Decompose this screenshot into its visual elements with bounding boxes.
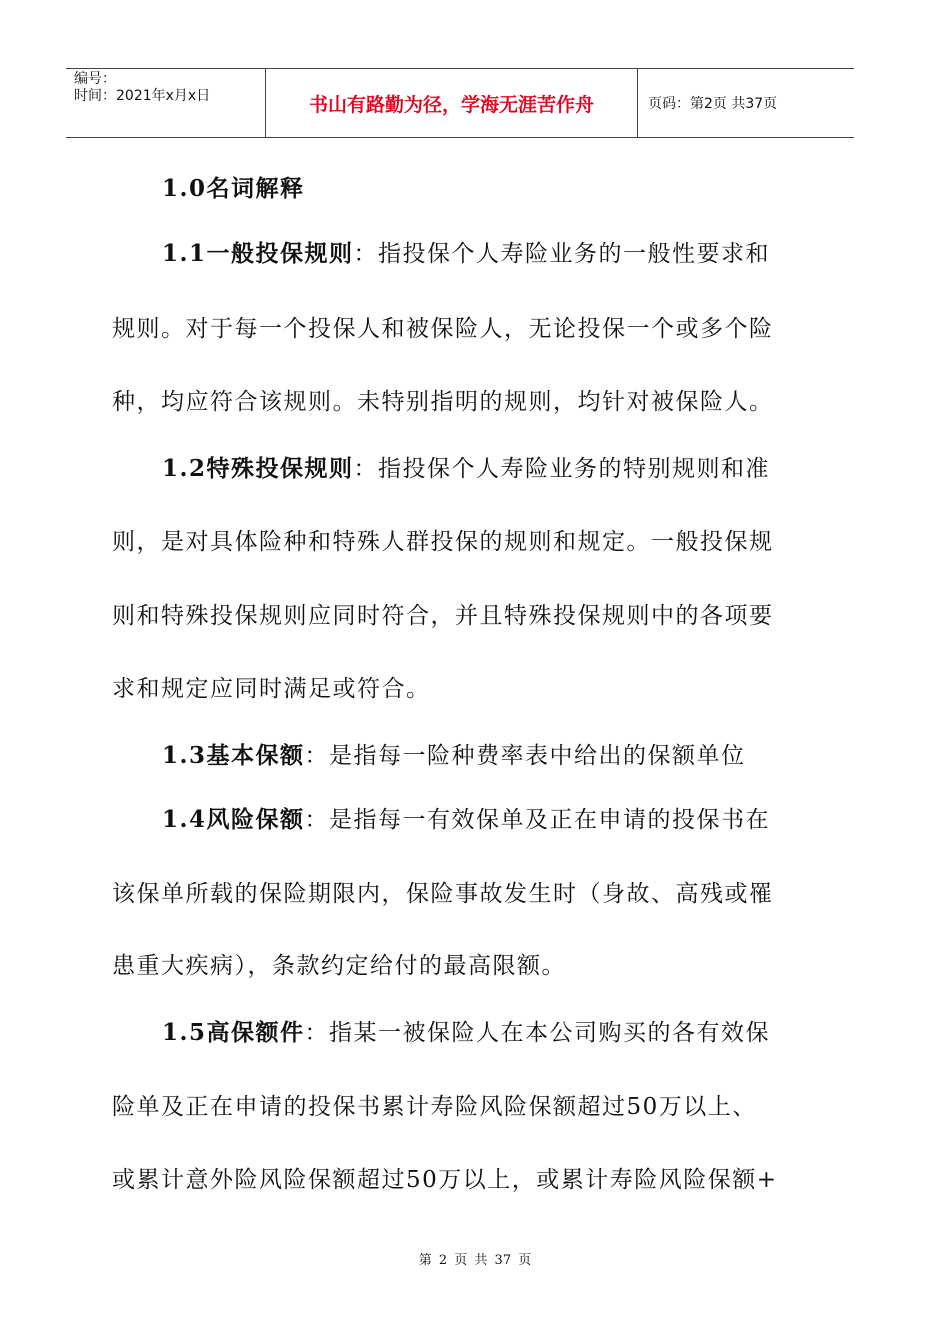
term: 1.4风险保额 <box>162 806 305 833</box>
number-label: 编号： <box>74 71 116 87</box>
time-label: 时间：2021年x月x日 <box>74 88 211 104</box>
paragraph-line <box>162 737 746 770</box>
paragraph-line <box>162 801 770 834</box>
page-footer: 第 2 页 共 37 页 <box>418 1253 532 1268</box>
paragraph-line: 患重大疾病），条款约定给付的最高限额。 <box>112 953 566 979</box>
header-page-info: 页码：第2页 共37页 <box>648 96 778 112</box>
definition-text: ：指某一被保险人在本公司购买的各有效保 <box>304 1020 771 1046</box>
paragraph-line <box>162 235 770 268</box>
term: 1.3基本保额 <box>162 742 305 769</box>
term: 1.1一般投保规则 <box>162 240 354 267</box>
paragraph-line: 种，均应符合该规则。未特别指明的规则，均针对被保险人。 <box>112 389 774 415</box>
paragraph-line: 该保单所载的保险期限内，保险事故发生时（身故、高残或罹 <box>112 881 774 907</box>
paragraph-line: 或累计意外险风险保额超过50万以上，或累计寿险风险保额+ <box>112 1167 778 1193</box>
paragraph-line: 则和特殊投保规则应同时符合，并且特殊投保规则中的各项要 <box>112 603 774 629</box>
definition-text: ：是指每一险种费率表中给出的保额单位 <box>304 743 746 769</box>
term: 1.2特殊投保规则 <box>162 455 354 482</box>
paragraph-line: 则，是对具体险种和特殊人群投保的规则和规定。一般投保规 <box>112 529 774 555</box>
term: 1.5高保额件 <box>162 1019 305 1046</box>
paragraph-line: 规则。对于每一个投保人和被保险人，无论投保一个或多个险 <box>112 316 774 342</box>
header-motto: 书山有路勤为径，学海无涯苦作舟 <box>266 69 638 137</box>
page-header <box>66 68 854 138</box>
definition-text: ：指投保个人寿险业务的特别规则和准 <box>353 456 771 482</box>
paragraph-line <box>162 1014 770 1047</box>
header-meta <box>66 69 266 137</box>
paragraph-line <box>162 450 770 483</box>
definition-text: ：是指每一有效保单及正在申请的投保书在 <box>304 807 771 833</box>
paragraph-line: 求和规定应同时满足或符合。 <box>112 676 431 702</box>
definition-text: ：指投保个人寿险业务的一般性要求和 <box>353 241 771 267</box>
paragraph-line: 险单及正在申请的投保书累计寿险风险保额超过50万以上、 <box>112 1094 757 1120</box>
section-title: 1.0名词解释 <box>162 175 305 202</box>
